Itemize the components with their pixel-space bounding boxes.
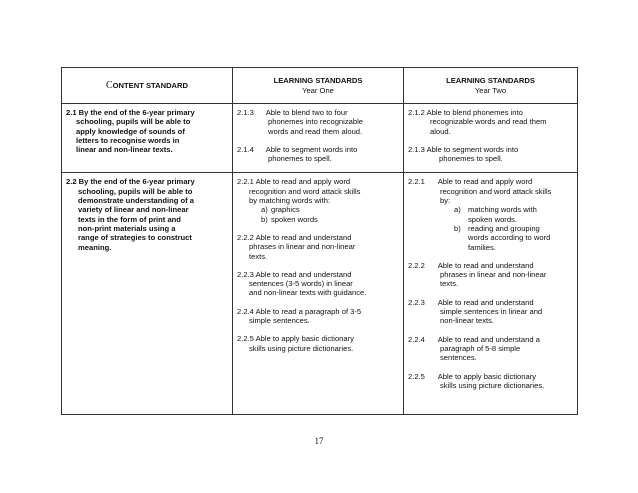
header-year-one: LEARNING STANDARDS Year One	[233, 68, 404, 104]
learning-standard-item: 2.1.3 Able to segment words into phonemes to spell.	[408, 144, 519, 164]
list-item: a) matching words with	[454, 205, 537, 215]
list-item: b) spoken words	[261, 214, 318, 224]
table-row	[62, 104, 578, 173]
learning-standard-item: 2.2.1 Able to read and apply word recognition and word attack skills by: a) matching words with spoken words. b) reading and grouping words according to word families.	[404, 177, 577, 251]
page-number: 17	[314, 436, 324, 446]
content-standard-2-2: 2.2 By the end of the 6-year primary schooling, pupils will be able to demonstrate understanding of a variety of linear and non-linear texts in the form of print and non-print materials using a range of strategies to construct meaning.	[62, 173, 233, 415]
learning-standard-item: 2.1.2 Able to blend phonemes into recognizable words and read them aloud.	[408, 108, 547, 136]
learning-standard-item: 2.2.4 Able to read and understand a paragraph of 5-8 simple sentences.	[408, 334, 540, 363]
list-item: a) graphics	[261, 205, 300, 215]
list-item: b) reading and grouping	[454, 223, 540, 233]
learning-standard-item: 2.2.2 Able to read and understand phrases in linear and non-linear texts.	[237, 232, 356, 261]
year-one-2-1	[233, 104, 404, 173]
learning-standard-item: 2.2.3 Able to read and understand sentences (3-5 words) in linear and non-linear texts with guidance.	[237, 269, 367, 298]
learning-standard-item: 2.2.5 Able to apply basic dictionary skills using picture dictionaries.	[237, 334, 354, 353]
header-year-two: LEARNING STANDARDS Year Two	[404, 68, 578, 104]
learning-standard-item: 2.2.5 Able to apply basic dictionary skills using picture dictionaries.	[408, 371, 545, 390]
year-one-2-2	[233, 173, 404, 415]
table-row	[62, 173, 578, 415]
standards-table	[61, 67, 578, 415]
content-standard-2-1: 2.1 By the end of the 6-year primary schooling, pupils will be able to apply knowledge of sounds of letters to recognise words in linear and non-linear texts.	[62, 104, 233, 173]
learning-standard-item: 2.2.2 Able to read and understand phrases in linear and non-linear texts.	[408, 260, 547, 289]
learning-standard-item: 2.2.3 Able to read and understand simple sentences in linear and non-linear texts.	[408, 297, 543, 326]
header-content-standard: CONTENT STANDARD	[62, 68, 233, 104]
year-two-2-1	[404, 104, 578, 173]
learning-standard-item: 2.1.4 Able to segment words into phonemes to spell.	[237, 144, 358, 164]
learning-standard-item: 2.2.1 Able to read and apply word recognition and word attack skills by matching words with: a) graphics b) spoken words	[233, 177, 403, 223]
learning-standard-item: 2.1.3 Able to blend two to four phonemes into recognizable words and read them aloud.	[237, 108, 363, 136]
header-row	[62, 68, 578, 104]
learning-standard-item: 2.2.4 Able to read a paragraph of 3-5 simple sentences.	[237, 306, 362, 326]
year-two-2-2	[404, 173, 578, 415]
